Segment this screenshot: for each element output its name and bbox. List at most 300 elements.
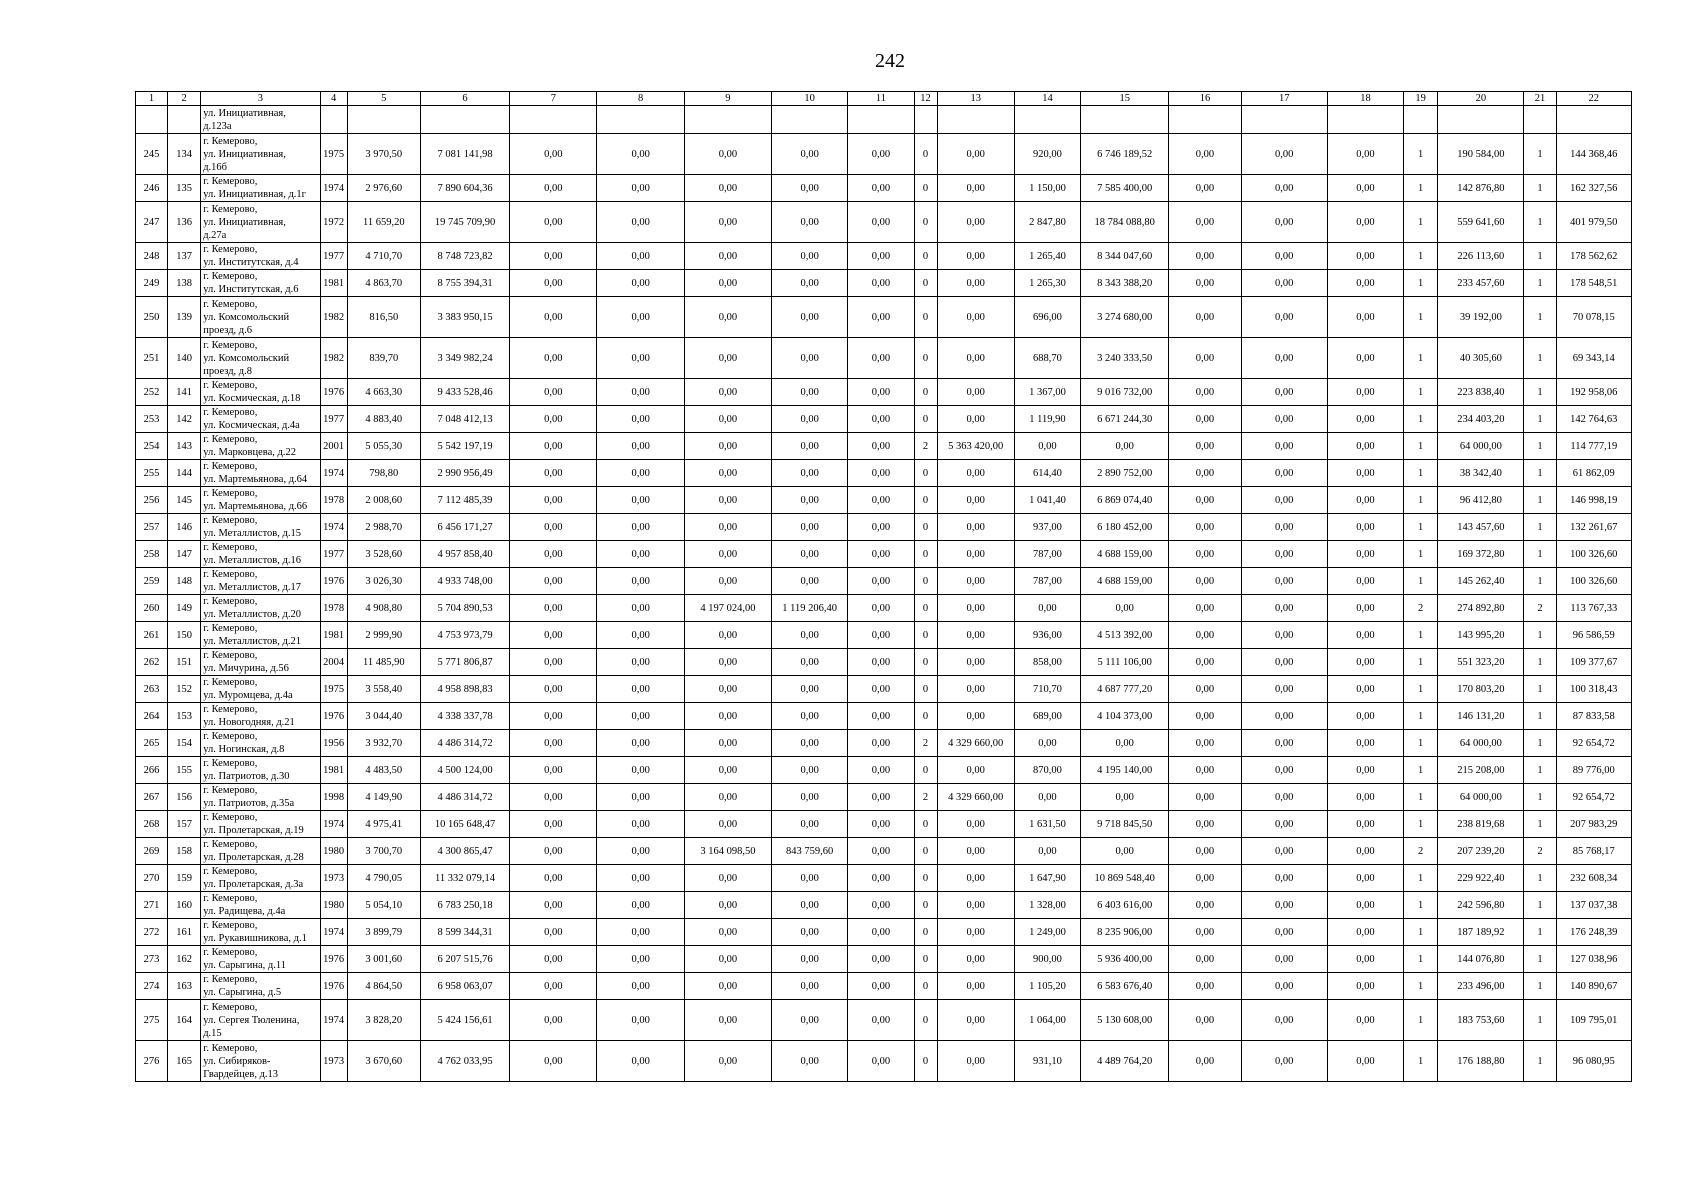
table-row	[136, 338, 1632, 379]
table-cell: 0,00	[937, 406, 1014, 433]
table-cell: 0,00	[1241, 1000, 1327, 1041]
table-cell: 0,00	[510, 649, 597, 676]
table-cell: 1982	[320, 338, 347, 379]
address-cell: г. Кемерово, ул. Космическая, д.4а	[201, 406, 320, 433]
table-cell: 4 300 865,47	[420, 838, 509, 865]
table-cell: 5 771 806,87	[420, 649, 509, 676]
table-cell: 0,00	[597, 243, 684, 270]
table-cell: 170 803,20	[1438, 676, 1524, 703]
table-cell: 2 988,70	[347, 514, 420, 541]
table-cell: 0,00	[597, 946, 684, 973]
table-cell: 0,00	[848, 379, 914, 406]
table-cell: 109 377,67	[1556, 649, 1631, 676]
address-cell: г. Кемерово, ул. Космическая, д.18	[201, 379, 320, 406]
table-cell: 0,00	[937, 676, 1014, 703]
table-cell: 0,00	[1327, 1000, 1403, 1041]
table-cell: 0,00	[1327, 202, 1403, 243]
table-cell: 0,00	[848, 703, 914, 730]
table-cell: 0	[914, 676, 937, 703]
table-cell: 6 958 063,07	[420, 973, 509, 1000]
table-cell: 0,00	[510, 892, 597, 919]
column-header-17: 17	[1241, 92, 1327, 106]
column-header-15: 15	[1081, 92, 1169, 106]
table-cell: 0,00	[848, 892, 914, 919]
table-cell: 4 329 660,00	[937, 784, 1014, 811]
table-cell: 0,00	[597, 487, 684, 514]
table-cell: 0,00	[1327, 243, 1403, 270]
table-cell: 1	[1404, 730, 1438, 757]
table-cell	[1556, 106, 1631, 134]
table-cell: 176 248,39	[1556, 919, 1631, 946]
table-cell	[347, 106, 420, 134]
table-cell: 0,00	[772, 757, 848, 784]
table-cell: 100 326,60	[1556, 541, 1631, 568]
table-cell: 64 000,00	[1438, 433, 1524, 460]
table-cell	[848, 106, 914, 134]
table-cell: 3 932,70	[347, 730, 420, 757]
table-cell: 0,00	[684, 379, 771, 406]
table-cell: 3 828,20	[347, 1000, 420, 1041]
table-cell: 242 596,80	[1438, 892, 1524, 919]
table-cell: 1	[1524, 757, 1556, 784]
table-cell: 0,00	[848, 919, 914, 946]
table-cell: 1981	[320, 622, 347, 649]
address-cell: г. Кемерово, ул. Металлистов, д.20	[201, 595, 320, 622]
table-cell: 0,00	[848, 202, 914, 243]
table-cell: 61 862,09	[1556, 460, 1631, 487]
table-cell: 38 342,40	[1438, 460, 1524, 487]
table-cell: 96 586,59	[1556, 622, 1631, 649]
table-cell: 1	[1404, 892, 1438, 919]
table-cell	[1241, 106, 1327, 134]
table-cell: 0,00	[684, 784, 771, 811]
column-header-16: 16	[1169, 92, 1241, 106]
table-cell: 1 041,40	[1014, 487, 1080, 514]
table-cell: 5 130 608,00	[1081, 1000, 1169, 1041]
table-cell: 0,00	[1327, 568, 1403, 595]
table-cell: 1 265,30	[1014, 270, 1080, 297]
table-cell: 0,00	[848, 757, 914, 784]
table-cell: 3 164 098,50	[684, 838, 771, 865]
table-cell: 0,00	[1327, 1041, 1403, 1082]
table-cell: 9 433 528,46	[420, 379, 509, 406]
table-row	[136, 595, 1632, 622]
table-cell: 0,00	[772, 676, 848, 703]
table-cell: 1	[1404, 460, 1438, 487]
table-cell: 0,00	[937, 838, 1014, 865]
table-cell: 0,00	[597, 973, 684, 1000]
table-cell: 1	[1404, 134, 1438, 175]
table-row	[136, 784, 1632, 811]
table-row	[136, 730, 1632, 757]
table-cell	[684, 106, 771, 134]
table-cell	[937, 106, 1014, 134]
table-cell: 551 323,20	[1438, 649, 1524, 676]
address-cell: г. Кемерово, ул. Комсомольский проезд, д.8	[201, 338, 320, 379]
table-cell: 0,00	[772, 784, 848, 811]
table-cell: 0,00	[684, 865, 771, 892]
table-cell: 264	[136, 703, 168, 730]
table-row	[136, 919, 1632, 946]
table-cell: 6 207 515,76	[420, 946, 509, 973]
table-cell: 4 486 314,72	[420, 784, 509, 811]
table-cell: 0	[914, 1041, 937, 1082]
table-cell: 3 274 680,00	[1081, 297, 1169, 338]
table-cell: 0,00	[597, 595, 684, 622]
table-cell: 142 876,80	[1438, 175, 1524, 202]
table-cell: 0,00	[772, 175, 848, 202]
table-row	[136, 541, 1632, 568]
table-cell: 0	[914, 379, 937, 406]
housing-register-table	[135, 91, 1632, 1082]
table-cell: 0,00	[1327, 730, 1403, 757]
table-cell: 0,00	[1169, 270, 1241, 297]
table-cell: 0,00	[510, 338, 597, 379]
address-cell: г. Кемерово, ул. Инициативная, д.16б	[201, 134, 320, 175]
table-cell: 0,00	[937, 202, 1014, 243]
table-cell	[320, 106, 347, 134]
table-cell: 1	[1524, 622, 1556, 649]
column-header-10: 10	[772, 92, 848, 106]
table-cell: 0,00	[684, 1000, 771, 1041]
table-cell: 233 496,00	[1438, 973, 1524, 1000]
table-cell: 870,00	[1014, 757, 1080, 784]
table-cell: 0,00	[510, 406, 597, 433]
table-cell: 70 078,15	[1556, 297, 1631, 338]
table-cell: 1972	[320, 202, 347, 243]
table-cell: 0,00	[1014, 784, 1080, 811]
table-cell: 0,00	[772, 270, 848, 297]
table-cell: 0,00	[1327, 175, 1403, 202]
table-cell: 0,00	[772, 973, 848, 1000]
table-cell: 248	[136, 243, 168, 270]
table-cell: 0,00	[1241, 487, 1327, 514]
table-cell: 0,00	[848, 784, 914, 811]
table-cell: 0,00	[1169, 919, 1241, 946]
table-cell: 3 670,60	[347, 1041, 420, 1082]
table-cell: 0,00	[772, 703, 848, 730]
table-cell: 8 343 388,20	[1081, 270, 1169, 297]
column-header-21: 21	[1524, 92, 1556, 106]
table-cell: 272	[136, 919, 168, 946]
table-cell: 0,00	[597, 919, 684, 946]
table-row	[136, 297, 1632, 338]
column-header-3: 3	[201, 92, 320, 106]
address-cell: г. Кемерово, ул. Муромцева, д.4а	[201, 676, 320, 703]
table-cell: 3 700,70	[347, 838, 420, 865]
table-cell: 260	[136, 595, 168, 622]
table-cell: 145	[168, 487, 201, 514]
table-cell: 3 558,40	[347, 676, 420, 703]
table-cell: 0,00	[1169, 433, 1241, 460]
table-cell: 0,00	[848, 514, 914, 541]
table-cell: 1	[1524, 649, 1556, 676]
table-cell: 1	[1524, 568, 1556, 595]
table-cell: 271	[136, 892, 168, 919]
table-cell: 0,00	[1014, 595, 1080, 622]
table-row	[136, 406, 1632, 433]
table-cell: 1	[1524, 541, 1556, 568]
table-row	[136, 1041, 1632, 1082]
table-cell: 96 080,95	[1556, 1041, 1631, 1082]
table-cell: 0	[914, 514, 937, 541]
table-cell: 0,00	[684, 202, 771, 243]
address-cell: г. Кемерово, ул. Инициативная, д.27а	[201, 202, 320, 243]
address-cell: г. Кемерово, ул. Пролетарская, д.28	[201, 838, 320, 865]
table-cell: 0,00	[937, 946, 1014, 973]
table-cell: 0,00	[510, 784, 597, 811]
table-cell: 858,00	[1014, 649, 1080, 676]
table-cell: 158	[168, 838, 201, 865]
table-cell: 1 647,90	[1014, 865, 1080, 892]
table-cell: 0,00	[1241, 1041, 1327, 1082]
table-cell	[1404, 106, 1438, 134]
table-cell	[1014, 106, 1080, 134]
table-cell: 1 119 206,40	[772, 595, 848, 622]
table-cell: 0,00	[510, 460, 597, 487]
table-cell: 0,00	[937, 568, 1014, 595]
table-cell: 0,00	[1169, 514, 1241, 541]
table-cell: 0,00	[937, 703, 1014, 730]
table-cell: 223 838,40	[1438, 379, 1524, 406]
table-cell: 689,00	[1014, 703, 1080, 730]
table-cell: 255	[136, 460, 168, 487]
table-row	[136, 757, 1632, 784]
table-cell: 0,00	[937, 175, 1014, 202]
table-cell: 11 485,90	[347, 649, 420, 676]
table-cell: 143 995,20	[1438, 622, 1524, 649]
table-cell: 1	[1524, 134, 1556, 175]
column-header-14: 14	[1014, 92, 1080, 106]
table-cell: 2 847,80	[1014, 202, 1080, 243]
table-cell: 1	[1404, 568, 1438, 595]
table-cell: 144 076,80	[1438, 946, 1524, 973]
table-cell: 0,00	[772, 892, 848, 919]
table-cell: 0,00	[1169, 784, 1241, 811]
table-cell: 4 513 392,00	[1081, 622, 1169, 649]
table-cell: 0,00	[848, 838, 914, 865]
table-cell: 0,00	[1169, 379, 1241, 406]
table-cell: 4 908,80	[347, 595, 420, 622]
table-cell: 274 892,80	[1438, 595, 1524, 622]
table-cell: 1974	[320, 514, 347, 541]
table-row	[136, 433, 1632, 460]
table-cell: 0,00	[510, 1041, 597, 1082]
address-cell: г. Кемерово, ул. Сарыгина, д.11	[201, 946, 320, 973]
table-cell: 0,00	[1241, 811, 1327, 838]
table-cell: 1975	[320, 134, 347, 175]
table-cell: 0,00	[937, 595, 1014, 622]
table-cell: 0,00	[848, 730, 914, 757]
table-cell: 137	[168, 243, 201, 270]
table-cell: 147	[168, 541, 201, 568]
table-cell: 0,00	[510, 622, 597, 649]
table-cell: 1	[1524, 919, 1556, 946]
table-cell: 0,00	[1241, 379, 1327, 406]
table-cell: 0,00	[772, 514, 848, 541]
table-cell: 0,00	[510, 811, 597, 838]
table-cell: 1	[1524, 514, 1556, 541]
table-cell: 0,00	[848, 541, 914, 568]
address-cell: г. Кемерово, ул. Комсомольский проезд, д.6	[201, 297, 320, 338]
address-cell: ул. Инициативная, д.123а	[201, 106, 320, 134]
table-cell: 5 704 890,53	[420, 595, 509, 622]
table-cell: 931,10	[1014, 1041, 1080, 1082]
table-cell: 1 119,90	[1014, 406, 1080, 433]
table-cell: 247	[136, 202, 168, 243]
table-cell: 0,00	[510, 919, 597, 946]
table-cell: 0,00	[597, 379, 684, 406]
address-cell: г. Кемерово, ул. Инициативная, д.1г	[201, 175, 320, 202]
table-cell: 151	[168, 649, 201, 676]
address-cell: г. Кемерово, ул. Патриотов, д.30	[201, 757, 320, 784]
table-cell: 0,00	[937, 541, 1014, 568]
table-cell: 0,00	[848, 946, 914, 973]
table-cell: 0,00	[848, 649, 914, 676]
table-cell: 1	[1524, 703, 1556, 730]
table-cell: 0,00	[848, 338, 914, 379]
table-cell: 0,00	[684, 487, 771, 514]
table-cell: 0,00	[1169, 568, 1241, 595]
table-cell: 0,00	[684, 811, 771, 838]
table-cell: 4 688 159,00	[1081, 568, 1169, 595]
table-cell: 142	[168, 406, 201, 433]
table-cell: 0,00	[772, 730, 848, 757]
table-cell: 4 863,70	[347, 270, 420, 297]
table-cell: 0,00	[684, 730, 771, 757]
table-cell: 4 933 748,00	[420, 568, 509, 595]
table-cell: 0,00	[1241, 202, 1327, 243]
table-cell: 0,00	[684, 622, 771, 649]
table-cell: 164	[168, 1000, 201, 1041]
table-cell: 4 688 159,00	[1081, 541, 1169, 568]
table-cell: 5 054,10	[347, 892, 420, 919]
table-cell: 1	[1404, 406, 1438, 433]
table-cell: 0,00	[510, 865, 597, 892]
address-cell: г. Кемерово, ул. Металлистов, д.17	[201, 568, 320, 595]
table-cell: 1 150,00	[1014, 175, 1080, 202]
table-cell: 4 104 373,00	[1081, 703, 1169, 730]
table-cell: 0	[914, 946, 937, 973]
table-cell: 0,00	[1327, 973, 1403, 1000]
table-cell: 3 970,50	[347, 134, 420, 175]
table-cell: 0,00	[1169, 838, 1241, 865]
table-cell: 843 759,60	[772, 838, 848, 865]
table-cell: 0,00	[937, 892, 1014, 919]
column-header-5: 5	[347, 92, 420, 106]
table-cell: 156	[168, 784, 201, 811]
table-cell: 215 208,00	[1438, 757, 1524, 784]
table-cell: 0,00	[684, 676, 771, 703]
table-cell: 1	[1404, 175, 1438, 202]
table-cell: 1	[1524, 297, 1556, 338]
table-cell: 0,00	[772, 1041, 848, 1082]
table-cell	[168, 106, 201, 134]
table-cell: 7 112 485,39	[420, 487, 509, 514]
table-cell: 1	[1524, 202, 1556, 243]
table-cell: 0,00	[937, 919, 1014, 946]
table-cell: 3 528,60	[347, 541, 420, 568]
table-cell: 1	[1524, 487, 1556, 514]
table-cell: 0,00	[1327, 541, 1403, 568]
table-cell: 0,00	[848, 595, 914, 622]
table-cell: 0,00	[1169, 676, 1241, 703]
table-cell: 238 819,68	[1438, 811, 1524, 838]
table-cell: 1	[1524, 433, 1556, 460]
table-cell: 0	[914, 175, 937, 202]
table-cell: 150	[168, 622, 201, 649]
table-cell: 0,00	[684, 568, 771, 595]
table-cell: 1	[1524, 730, 1556, 757]
table-cell: 0,00	[1169, 297, 1241, 338]
table-cell: 143 457,60	[1438, 514, 1524, 541]
table-cell: 0,00	[848, 865, 914, 892]
table-cell: 0,00	[1241, 175, 1327, 202]
table-cell: 127 038,96	[1556, 946, 1631, 973]
table-cell: 10 869 548,40	[1081, 865, 1169, 892]
table-cell: 96 412,80	[1438, 487, 1524, 514]
table-cell: 1981	[320, 270, 347, 297]
table-cell: 1977	[320, 406, 347, 433]
table-row	[136, 703, 1632, 730]
table-cell: 1976	[320, 568, 347, 595]
table-cell: 1	[1404, 514, 1438, 541]
table-cell: 146 998,19	[1556, 487, 1631, 514]
table-cell: 3 001,60	[347, 946, 420, 973]
table-cell: 1980	[320, 838, 347, 865]
table-cell: 136	[168, 202, 201, 243]
table-cell: 3 383 950,15	[420, 297, 509, 338]
table-cell: 0,00	[597, 297, 684, 338]
table-cell	[1169, 106, 1241, 134]
column-header-18: 18	[1327, 92, 1403, 106]
table-cell: 0,00	[1081, 730, 1169, 757]
table-cell: 787,00	[1014, 541, 1080, 568]
table-cell: 0,00	[772, 1000, 848, 1041]
table-cell: 0,00	[597, 622, 684, 649]
table-cell	[1438, 106, 1524, 134]
table-cell: 0,00	[510, 838, 597, 865]
table-cell: 0,00	[1327, 595, 1403, 622]
table-cell: 1 064,00	[1014, 1000, 1080, 1041]
address-cell: г. Кемерово, ул. Пролетарская, д.19	[201, 811, 320, 838]
table-cell: 937,00	[1014, 514, 1080, 541]
table-cell: 1	[1524, 811, 1556, 838]
table-cell: 0,00	[1241, 784, 1327, 811]
table-cell: 0,00	[1241, 649, 1327, 676]
table-cell: 0	[914, 649, 937, 676]
table-cell: 0,00	[1169, 541, 1241, 568]
table-cell: 187 189,92	[1438, 919, 1524, 946]
table-cell: 2	[1524, 595, 1556, 622]
address-cell: г. Кемерово, ул. Мичурина, д.56	[201, 649, 320, 676]
table-cell: 0	[914, 487, 937, 514]
table-cell: 87 833,58	[1556, 703, 1631, 730]
table-cell: 0	[914, 811, 937, 838]
table-cell: 0,00	[1169, 757, 1241, 784]
table-cell: 4 483,50	[347, 757, 420, 784]
address-cell: г. Кемерово, ул. Рукавишникова, д.1	[201, 919, 320, 946]
table-cell: 0,00	[848, 433, 914, 460]
table-cell: 4 149,90	[347, 784, 420, 811]
table-cell: 0	[914, 919, 937, 946]
address-cell: г. Кемерово, ул. Институтская, д.4	[201, 243, 320, 270]
table-cell: 1	[1404, 202, 1438, 243]
table-cell: 0,00	[1327, 406, 1403, 433]
table-cell: 8 599 344,31	[420, 919, 509, 946]
table-cell	[1524, 106, 1556, 134]
table-cell: 226 113,60	[1438, 243, 1524, 270]
